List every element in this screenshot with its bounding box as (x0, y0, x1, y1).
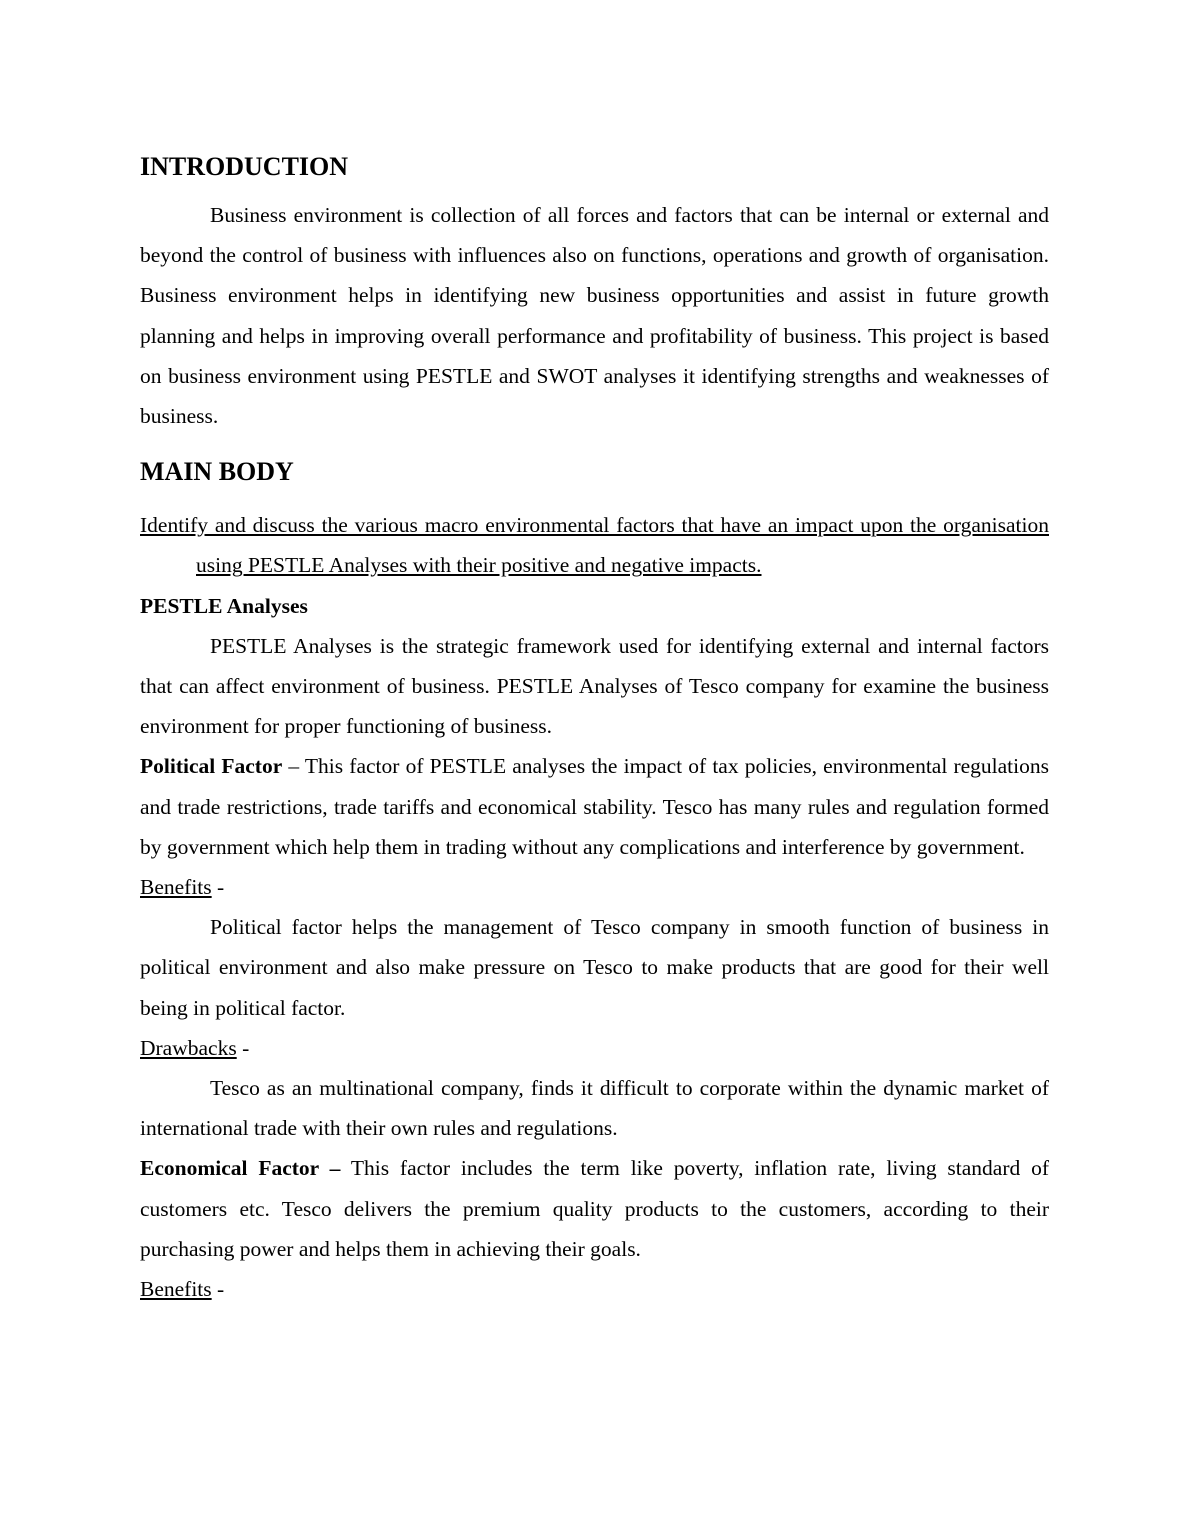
political-factor-label: Political Factor (140, 754, 283, 779)
pestle-heading: PESTLE Analyses (140, 593, 308, 618)
political-factor-paragraph (140, 746, 1049, 867)
document-page (140, 150, 1049, 1309)
political-factor-text: – This factor of PESTLE analyses the impact of tax policies, environmental regulations and trade restrictions, trade tariffs and economical stability. Tesco has many rules and regulation formed by government which help them in trading without any complications and interference by government. (140, 754, 1049, 859)
political-drawbacks-label: Drawbacks (140, 1035, 237, 1060)
economical-benefits-label: Benefits (140, 1277, 212, 1302)
political-benefits-paragraph: Political factor helps the management of Tesco company in smooth function of business in political environment and also make pressure on Tesco to make products that are good for their well being in political factor. (140, 915, 1049, 1020)
political-drawbacks-paragraph: Tesco as an multinational company, finds it difficult to corporate within the dynamic market of international trade with their own rules and regulations. (140, 1076, 1049, 1141)
political-benefits-line (140, 867, 1049, 907)
political-drawbacks-suffix: - (236, 1035, 250, 1060)
introduction-paragraph: Business environment is collection of all forces and factors that can be internal or external and beyond the control of business with influences also on functions, operations and growth of organisation. Business environment helps in identifying new business opportunities and assist in future growth planning and helps in improving overall performance and profitability of business. This project is based on business environment using PESTLE and SWOT analyses it identifying strengths and weaknesses of business. (140, 203, 1049, 429)
main-body-heading: MAIN BODY (140, 457, 294, 487)
introduction-heading: INTRODUCTION (140, 152, 349, 181)
political-drawbacks-line (140, 1028, 1049, 1068)
economical-benefits-line (140, 1269, 1049, 1309)
pestle-paragraph: PESTLE Analyses is the strategic framework used for identifying external and internal factors that can affect environment of business. PESTLE Analyses of Tesco company for examine the business environment for proper functioning of business. (140, 633, 1049, 739)
political-benefits-label: Benefits (140, 875, 212, 900)
political-benefits-suffix: - (211, 875, 225, 900)
economical-factor-paragraph (140, 1148, 1049, 1269)
economical-factor-text: This factor includes the term like poverty, inflation rate, living standard of customers etc. Tesco delivers the premium quality products to the customers, according to their purchasing power and helps them in achieving their goals. (140, 1156, 1049, 1261)
economical-benefits-suffix: - (211, 1277, 225, 1302)
assignment-question: Identify and discuss the various macro environmental factors that have an impact upon the organisation using PESTLE Analyses with their positive and negative impacts. (140, 513, 1049, 578)
economical-factor-label: Economical Factor – (140, 1156, 341, 1181)
